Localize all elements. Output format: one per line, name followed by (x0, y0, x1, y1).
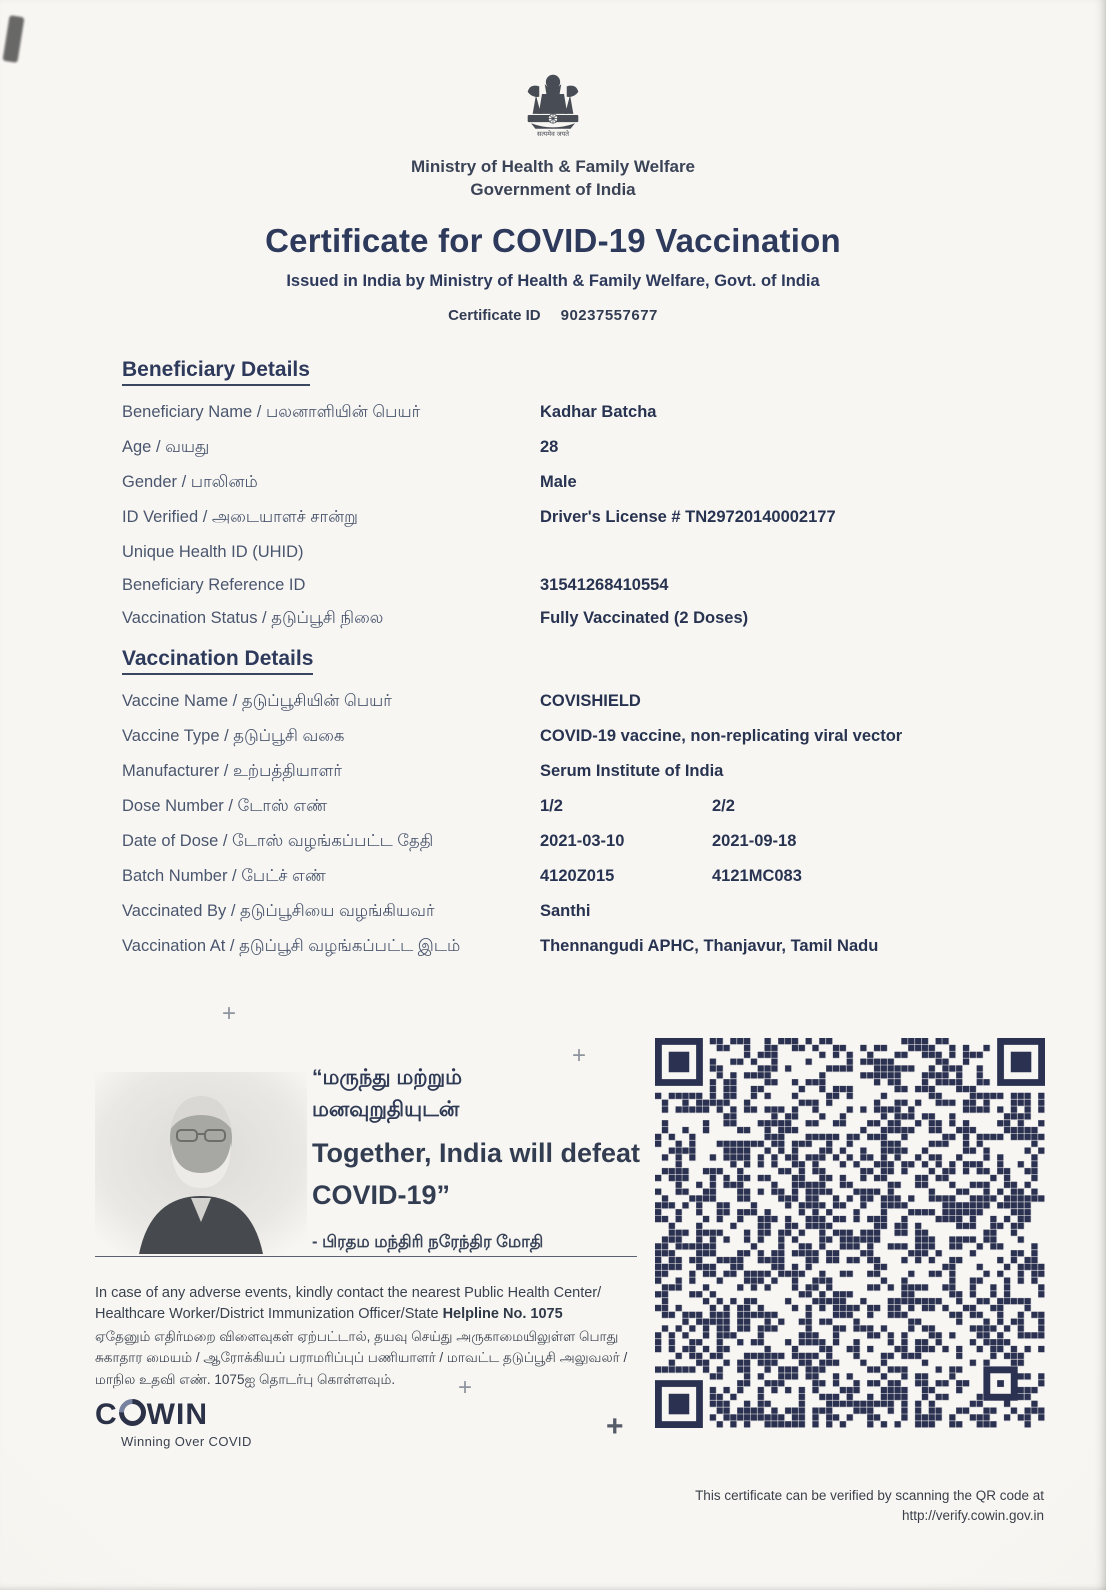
row-dose-number (122, 790, 1036, 825)
crop-mark: + (606, 1410, 624, 1443)
cowin-logo (95, 1398, 252, 1449)
field-value: Fully Vaccinated (2 Doses) (540, 608, 749, 627)
quote-english-line1: Together, India will defeat (312, 1138, 641, 1168)
government-name: Government of India (470, 179, 636, 199)
page-title: Certificate for COVID-19 Vaccination (265, 221, 841, 259)
field-value: Santhi (540, 901, 591, 920)
pm-portrait (95, 1072, 307, 1254)
field-label: Unique Health ID (UHID) (122, 542, 304, 561)
quote-attribution: - பிரதம மந்திரி நரேந்திர மோதி (312, 1232, 544, 1251)
field-label: Batch Number / பேட்ச் எண் (122, 866, 326, 885)
crop-mark: + (222, 1000, 237, 1027)
certificate-header (0, 0, 1106, 324)
adverse-note-text: In case of any adverse events, kindly contact the nearest Public Health Center/ Healthcare Worker/District Immunization Officer/State (95, 1284, 602, 1322)
row-gender (122, 466, 1036, 501)
field-label: ID Verified / அடையாளச் சான்று (122, 507, 358, 526)
ministry-name: Ministry of Health & Family Welfare (410, 157, 696, 176)
field-value: Thennangudi APHC, Thanjavur, Tamil Nadu (540, 936, 879, 955)
field-value: COVISHIELD (540, 691, 641, 710)
quote-tamil-line1: “மருந்து மற்றும் (312, 1066, 463, 1089)
field-label: Vaccinated By / தடுப்பூசியை வழங்கியவர் (122, 901, 435, 920)
divider-line (95, 1256, 637, 1257)
row-vaccinated-by (122, 895, 1036, 930)
field-value: 28 (540, 437, 559, 456)
dose-1-value: 1/2 (540, 796, 563, 815)
row-age (122, 431, 1036, 466)
verification-text: This certificate can be verified by scanning the QR code at (695, 1488, 1044, 1503)
field-label: Vaccine Type / தடுப்பூசி வகை (122, 726, 345, 745)
vaccination-section-title: Vaccination Details (122, 647, 313, 675)
beneficiary-details-section (122, 348, 1036, 637)
field-label: Beneficiary Name / பலனாளியின் பெயர் (122, 402, 421, 421)
pm-portrait-image (95, 1072, 307, 1254)
page-subtitle: Issued in India by Ministry of Health & Family Welfare, Govt. of India (286, 271, 820, 290)
dose-1-date: 2021-03-10 (540, 831, 625, 850)
row-id-verified (122, 501, 1036, 536)
field-label: Vaccine Name / தடுப்பூசியின் பெயர் (122, 691, 392, 710)
national-emblem-icon (520, 64, 586, 156)
field-label: Dose Number / டோஸ் எண் (122, 796, 328, 815)
helpline-number: Helpline No. 1075 (442, 1305, 563, 1322)
certificate-id-value: 90237557677 (560, 306, 658, 324)
certificate-id-label: Certificate ID (448, 306, 541, 324)
dose-2-date: 2021-09-18 (712, 831, 797, 850)
crop-mark: + (458, 1374, 473, 1401)
field-value: 31541268410554 (540, 575, 669, 594)
row-vaccine-name (122, 685, 1036, 720)
verification-note (695, 1486, 1044, 1527)
adverse-events-note-ta: ஏதேனும் எதிர்மறை விளைவுகள் ஏற்பட்டால், தயவு செய்து அருகாமையிலுள்ள பொது சுகாதார மையம் / ஆரோக்கியப் பராமரிப்புப் பணியாளர் / மாவட்ட தடுப்பூசி அலுவலர் / மாநில உதவி எண். 1075ஐ தொடர்பு கொள்ளவும். (95, 1328, 628, 1387)
cowin-letter-c: C (95, 1398, 118, 1431)
certificate-id-line (0, 307, 1106, 324)
cowin-wordmark (95, 1398, 252, 1432)
qr-code (655, 1038, 1045, 1428)
emblem-motto: सत्यमेव जयते (536, 130, 570, 138)
row-date-of-dose (122, 825, 1036, 860)
row-vaccination-status (122, 602, 1036, 637)
field-label: Vaccination Status / தடுப்பூசி நிலை (122, 608, 384, 627)
field-label: Age / வயது (122, 437, 210, 456)
field-label: Beneficiary Reference ID (122, 575, 306, 594)
row-beneficiary-name (122, 396, 1036, 431)
row-vaccination-at (122, 930, 1036, 965)
cowin-tagline: Winning Over COVID (121, 1434, 252, 1449)
row-vaccine-type (122, 720, 1036, 755)
field-label: Vaccination At / தடுப்பூசி வழங்கப்பட்ட இடம் (122, 936, 461, 955)
field-value: Kadhar Batcha (540, 402, 657, 421)
row-uhid (122, 536, 1036, 569)
field-label: Date of Dose / டோஸ் வழங்கப்பட்ட தேதி (122, 831, 434, 850)
quote-tamil-line2: மனவுறுதியுடன் (312, 1097, 460, 1121)
vaccination-details-section (122, 637, 1036, 965)
verification-url: http://verify.cowin.gov.in (901, 1508, 1044, 1524)
pm-quote (312, 1062, 648, 1254)
row-beneficiary-reference-id (122, 569, 1036, 602)
cowin-letters-win: WIN (146, 1398, 208, 1431)
field-value: COVID-19 vaccine, non-replicating viral vector (540, 726, 903, 745)
batch-2-value: 4121MC083 (712, 866, 802, 885)
beneficiary-section-title: Beneficiary Details (122, 358, 310, 386)
field-label: Manufacturer / உற்பத்தியாளர் (122, 761, 342, 780)
field-value: Male (540, 472, 577, 491)
quote-english-line2: COVID-19” (312, 1179, 451, 1210)
row-batch-number (122, 860, 1036, 895)
batch-1-value: 4120Z015 (540, 866, 615, 885)
adverse-events-note-en (95, 1283, 640, 1325)
field-label: Gender / பாலினம் (122, 472, 258, 491)
crop-mark: + (572, 1042, 587, 1069)
field-value: Driver's License # TN29720140002177 (540, 507, 836, 526)
cowin-o-icon (113, 1393, 151, 1431)
field-value: Serum Institute of India (540, 761, 724, 780)
row-manufacturer (122, 755, 1036, 790)
dose-2-value: 2/2 (712, 796, 735, 815)
